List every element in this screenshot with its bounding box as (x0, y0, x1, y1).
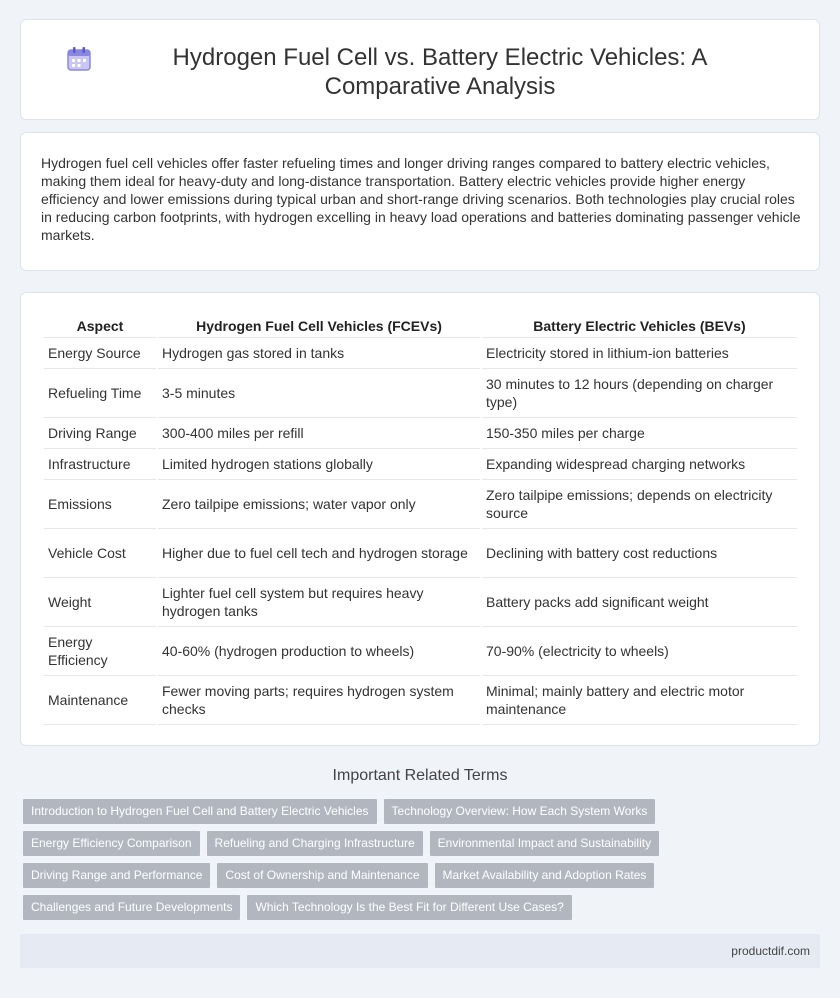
table-row (44, 418, 797, 449)
table-row (44, 529, 797, 578)
intro-card (20, 132, 820, 271)
cell-aspect: Weight (44, 578, 156, 627)
table-row (44, 480, 797, 529)
page-title: Hydrogen Fuel Cell vs. Battery Electric Vehicles: A Comparative Analysis (172, 44, 708, 100)
related-term-tag[interactable]: Market Availability and Adoption Rates (435, 863, 655, 888)
related-term-tag[interactable]: Cost of Ownership and Maintenance (217, 863, 427, 888)
intro-paragraph: Hydrogen fuel cell vehicles offer faster refueling times and longer driving ranges compared to battery electric vehicles, making them ideal for heavy-duty and long-distance transportation. Battery electric vehicles provide higher energy efficiency and lower emissions during typical urban and short-range driving scenarios. Both technologies play crucial roles in reducing carbon footprints, with hydrogen excelling in heavy load operations and batteries dominating passenger vehicle markets. (41, 155, 801, 243)
cell-bev: Expanding widespread charging networks (482, 449, 797, 480)
related-term-tag[interactable]: Environmental Impact and Sustainability (430, 831, 659, 856)
cell-aspect: Vehicle Cost (44, 529, 156, 578)
cell-bev: 30 minutes to 12 hours (depending on charger type) (482, 369, 797, 418)
cell-aspect: Maintenance (44, 676, 156, 725)
column-header-bev: Battery Electric Vehicles (BEVs) (482, 316, 797, 338)
cell-bev: Battery packs add significant weight (482, 578, 797, 627)
cell-fcev: 300-400 miles per refill (158, 418, 480, 449)
cell-fcev: 40-60% (hydrogen production to wheels) (158, 627, 480, 676)
table-row (44, 676, 797, 725)
related-term-tag[interactable]: Technology Overview: How Each System Works (384, 799, 656, 824)
cell-fcev: Zero tailpipe emissions; water vapor only (158, 480, 480, 529)
table-row (44, 578, 797, 627)
cell-fcev: Lighter fuel cell system but requires heavy hydrogen tanks (158, 578, 480, 627)
table-row (44, 369, 797, 418)
related-term-tag[interactable]: Refueling and Charging Infrastructure (207, 831, 423, 856)
cell-fcev: Hydrogen gas stored in tanks (158, 338, 480, 369)
cell-bev: Minimal; mainly battery and electric motor maintenance (482, 676, 797, 725)
tag-row (23, 799, 663, 824)
related-term-tag[interactable]: Challenges and Future Developments (23, 895, 240, 920)
cell-fcev: Limited hydrogen stations globally (158, 449, 480, 480)
cell-bev: 70-90% (electricity to wheels) (482, 627, 797, 676)
related-terms-tags (23, 799, 663, 927)
cell-fcev: Fewer moving parts; requires hydrogen system checks (158, 676, 480, 725)
comparison-table-card (20, 292, 820, 746)
column-header-fcev: Hydrogen Fuel Cell Vehicles (FCEVs) (158, 316, 480, 338)
cell-aspect: Infrastructure (44, 449, 156, 480)
related-term-tag[interactable]: Energy Efficiency Comparison (23, 831, 200, 856)
footer (20, 934, 820, 968)
cell-bev: Electricity stored in lithium-ion batteries (482, 338, 797, 369)
tag-row (23, 831, 663, 856)
cell-aspect: Energy Source (44, 338, 156, 369)
table-row (44, 338, 797, 369)
related-terms-title: Important Related Terms (332, 767, 508, 784)
cell-bev: Zero tailpipe emissions; depends on electricity source (482, 480, 797, 529)
table-row (44, 627, 797, 676)
tag-row (23, 863, 663, 888)
cell-aspect: Emissions (44, 480, 156, 529)
related-term-tag[interactable]: Driving Range and Performance (23, 863, 210, 888)
cell-bev: Declining with battery cost reductions (482, 529, 797, 578)
column-header-aspect: Aspect (44, 316, 156, 338)
related-term-tag[interactable]: Introduction to Hydrogen Fuel Cell and Battery Electric Vehicles (23, 799, 377, 824)
cell-aspect: Energy Efficiency (44, 627, 156, 676)
header-card (20, 19, 820, 120)
cell-fcev: Higher due to fuel cell tech and hydrogen storage (158, 529, 480, 578)
cell-bev: 150-350 miles per charge (482, 418, 797, 449)
cell-aspect: Driving Range (44, 418, 156, 449)
table-row (44, 449, 797, 480)
cell-fcev: 3-5 minutes (158, 369, 480, 418)
table-header-row (44, 316, 797, 338)
cell-aspect: Refueling Time (44, 369, 156, 418)
comparison-table (42, 316, 799, 725)
related-term-tag[interactable]: Which Technology Is the Best Fit for Different Use Cases? (247, 895, 571, 920)
tag-row (23, 895, 663, 920)
footer-site-link[interactable]: productdif.com (731, 944, 810, 958)
